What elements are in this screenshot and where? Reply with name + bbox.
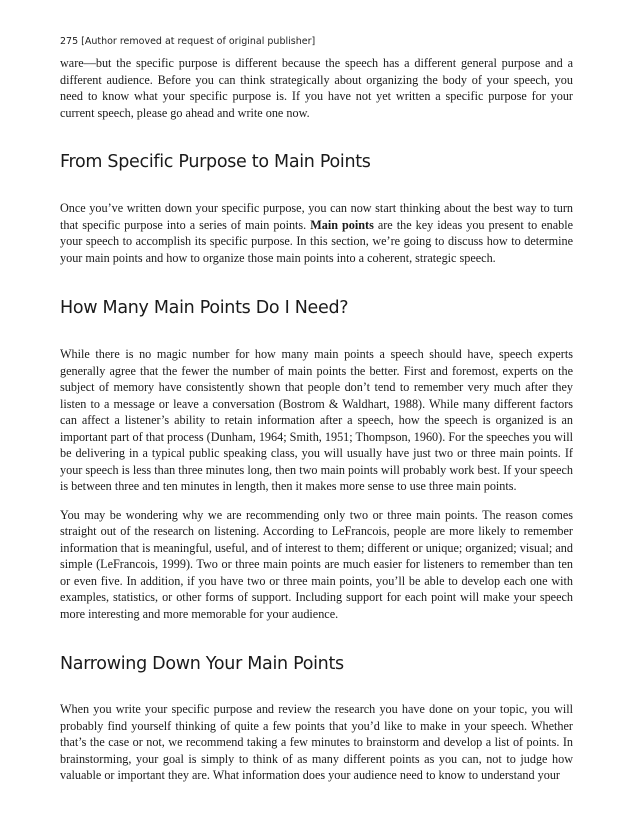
heading-specific-purpose: From Specific Purpose to Main Points [60,152,371,172]
paragraph-main-points-definition [60,200,573,266]
paragraph-main-points-text-b: are the key ideas you present to enable your speech to accomplish its specific purpose. In this section, we’re going to discuss how to determine your main points and how to organize those main points into a coherent, strategic speech. [60,217,573,265]
paragraph-main-points-text-a: Once you’ve written down your specific purpose, you can now start thinking about the best way to turn that specific purpose into a series of main points. [60,201,573,232]
heading-narrowing-down: Narrowing Down Your Main Points [60,654,344,674]
paragraph-intro: ware—but the specific purpose is different because the speech has a different general purpose and a different audience. Before you can think strategically about organizing the body of your speech, you need to know what your specific purpose is. If you have not yet written a specific purpose for your current speech, please go ahead and write one now. [60,56,573,120]
document-page [60,36,573,784]
term-main-points: Main points [310,217,374,232]
paragraph-brainstorming: When you write your specific purpose and review the research you have done on your topic, you will probably find yourself thinking of quite a few points that you’d like to make in your speech. Whether that’s the case or not, we recommend taking a few minutes to brainstorm and develop a list of points. In brainstorming, your goal is simply to think of as many different points as you can, not to judge how valuable or important they are. What information does your audience need to know to understand your [60,702,573,782]
running-header: 275 [Author removed at request of original publisher] [60,36,316,47]
paragraph-why-two-or-three: You may be wondering why we are recommending only two or three main points. The reason comes straight out of the research on listening. According to LeFrancois, people are more likely to remember information that is meaningful, useful, and of interest to them; different or unique; organized; visual; and simple (LeFrancois, 1999). Two or three main points are much easier for listeners to remember than ten or even five. In addition, if you have two or three main points, you’ll be able to develop each one with examples, statistics, or other forms of support. Including support for each point will make your speech more interesting and more memorable for your audience. [60,507,573,621]
heading-how-many: How Many Main Points Do I Need? [60,298,349,318]
paragraph-number-of-points: While there is no magic number for how many main points a speech should have, speech experts generally agree that the fewer the number of main points the better. First and foremost, experts on the subject of memory have consistently shown that people don’t tend to remember very much after they listen to a message or leave a conversation (Bostrom & Waldhart, 1988). While many different factors can affect a listener’s ability to retain information after a speech, how the speech is organized is an important part of that process (Dunham, 1964; Smith, 1951; Thompson, 1960). For the speeches you will be delivering in a typical public speaking class, you will usually have just two or three main points. If your speech is less than three minutes long, then two main points will probably work best. If your speech is between three and ten minutes in length, then it makes more sense to use three main points. [60,347,573,493]
